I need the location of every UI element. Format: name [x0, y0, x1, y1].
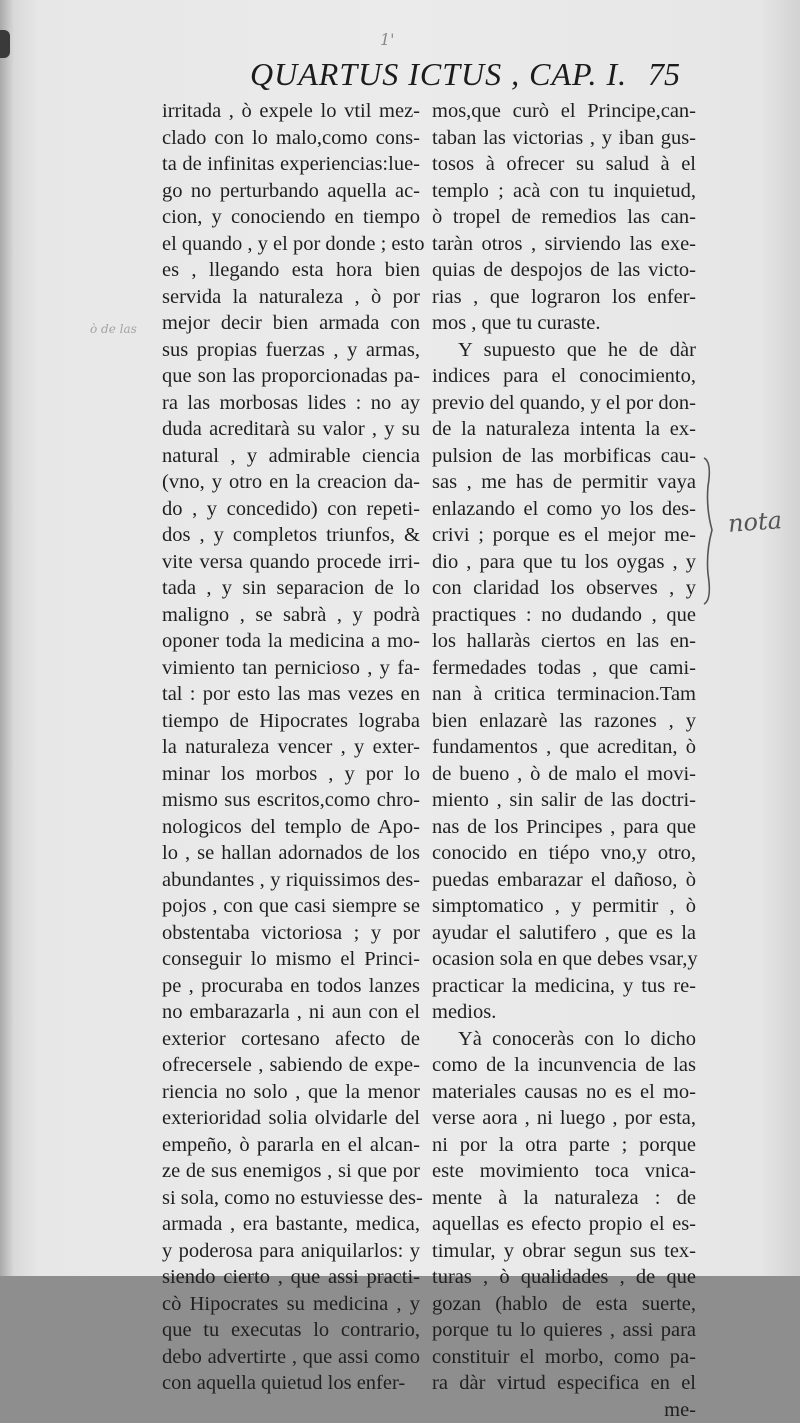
text-line: la naturaleza vencer , y exter- [162, 734, 420, 761]
text-line: mos , que tu curaste. [432, 310, 696, 337]
text-line: me- [432, 1397, 696, 1423]
text-line: oponer toda la medicina a mo- [162, 628, 420, 655]
text-line: exterior cortesano afecto de [162, 1026, 420, 1053]
text-line: irritada , ò expele lo vtil mez- [162, 98, 420, 125]
text-line: rias , que lograron los enfer- [432, 284, 696, 311]
text-line: ocasion sola en que debes vsar,y [432, 946, 696, 973]
page-number: 75 [648, 56, 680, 93]
text-line: maligno , se sabrà , y podrà [162, 602, 420, 629]
text-line: crivi ; porque es el mejor me- [432, 522, 696, 549]
text-line: ra dàr virtud especifica en el [432, 1370, 696, 1397]
text-line: verse aora , ni luego , por esta, [432, 1105, 696, 1132]
text-line: practiques : no dudando , que [432, 602, 696, 629]
text-line: ze de sus enemigos , si que por [162, 1158, 420, 1185]
text-line: (vno, y otro en la creacion da- [162, 469, 420, 496]
text-line: timular, y obrar segun sus tex- [432, 1238, 696, 1265]
text-line: mos,que curò el Principe,can- [432, 98, 696, 125]
text-line: mismo sus escritos,como chro- [162, 787, 420, 814]
text-line: tiempo de Hipocrates lograba [162, 708, 420, 735]
text-line: practicar la medicina, y tus re- [432, 973, 696, 1000]
right-text-column [432, 98, 696, 1423]
text-line: cion, y conociendo en tiempo [162, 204, 420, 231]
binding-shadow [0, 30, 10, 58]
text-line: constituir el morbo, como pa- [432, 1344, 696, 1371]
text-line: debo advertirte , que assi como [162, 1344, 420, 1371]
text-line: nas de los Principes , para que [432, 814, 696, 841]
text-line: sas , me has de permitir vaya [432, 469, 696, 496]
text-line: mejor decir bien armada con [162, 310, 420, 337]
text-line: lo , se hallan adornados de los [162, 840, 420, 867]
text-line: siendo cierto , que assi practi- [162, 1264, 420, 1291]
text-line: quias de despojos de las victo- [432, 257, 696, 284]
text-line: pojos , con que casi siempre se [162, 893, 420, 920]
text-line: conocido en tiépo vno,y otro, [432, 840, 696, 867]
text-line: vimiento tan pernicioso , y fa- [162, 655, 420, 682]
text-line: miento , sin salir de las doctri- [432, 787, 696, 814]
text-line: nologicos del templo de Apo- [162, 814, 420, 841]
text-line: aquellas es efecto propio el es- [432, 1211, 696, 1238]
text-line: vite versa quando procede irri- [162, 549, 420, 576]
text-line: medios. [432, 999, 696, 1026]
text-line: do , y concedido) con repeti- [162, 496, 420, 523]
text-line: sus propias fuerzas , y armas, [162, 337, 420, 364]
text-line: ò tropel de remedios las can- [432, 204, 696, 231]
text-line: con claridad los observes , y [432, 575, 696, 602]
text-line: natural , y admirable ciencia [162, 443, 420, 470]
text-line: fundamentos , que acreditan, ò [432, 734, 696, 761]
text-line: el quando , y el por donde ; esto [162, 231, 420, 258]
left-text-column [162, 98, 420, 1397]
text-line: ta de infinitas experiencias:lue- [162, 151, 420, 178]
text-line: nan à critica terminacion.Tam [432, 681, 696, 708]
text-line: pe , procuraba en todos lanzes [162, 973, 420, 1000]
text-line: turas , ò qualidades , de que [432, 1264, 696, 1291]
text-line: es , llegando esta hora bien [162, 257, 420, 284]
running-title: QUARTUS ICTUS , CAP. I. [250, 56, 627, 93]
text-line: no embarazarla , ni aun con el [162, 999, 420, 1026]
text-line: cò Hipocrates su medicina , y [162, 1291, 420, 1318]
text-line: tada , y sin separacion de lo [162, 575, 420, 602]
text-line: y poderosa para aniquilarlos: y [162, 1238, 420, 1265]
text-line: servida la naturaleza , ò por [162, 284, 420, 311]
text-line: este movimiento toca vnica- [432, 1158, 696, 1185]
text-line: empeño, ò pararla en el alcan- [162, 1132, 420, 1159]
text-line: si sola, como no estuviesse des- [162, 1185, 420, 1212]
text-line: ofrecersele , sabiendo de expe- [162, 1052, 420, 1079]
text-line: duda acreditarà su valor , y su [162, 416, 420, 443]
text-line: ayudar el salutifero , que es la [432, 920, 696, 947]
text-line: enlazando el como yo los des- [432, 496, 696, 523]
text-line: dio , para que tu los oygas , y [432, 549, 696, 576]
text-line: conseguir lo mismo el Princi- [162, 946, 420, 973]
text-line: clado con lo malo,como cons- [162, 125, 420, 152]
text-line: minar los morbos , y por lo [162, 761, 420, 788]
text-line: los hallaràs ciertos en las en- [432, 628, 696, 655]
faint-margin-scribble: ò de las [90, 322, 137, 336]
text-line: indices para el conocimiento, [432, 363, 696, 390]
text-line: tal : por esto las mas vezes en [162, 681, 420, 708]
handwritten-brace-icon [700, 456, 714, 606]
pencil-mark: 1' [380, 30, 395, 49]
text-line: porque tu lo quieres , assi para [432, 1317, 696, 1344]
text-line: puedas embarazar el dañoso, ò [432, 867, 696, 894]
text-line: exterioridad solia olvidarle del [162, 1105, 420, 1132]
text-line: dos , y completos triunfos, & [162, 522, 420, 549]
text-line: mente à la naturaleza : de [432, 1185, 696, 1212]
text-line: de la naturaleza intenta la ex- [432, 416, 696, 443]
text-line: fermedades todas , que cami- [432, 655, 696, 682]
text-line: bien enlazarè las razones , y [432, 708, 696, 735]
text-line: Y supuesto que he de dàr [432, 337, 696, 364]
text-line: pulsion de las morbificas cau- [432, 443, 696, 470]
running-head [250, 56, 680, 96]
text-line: armada , era bastante, medica, [162, 1211, 420, 1238]
text-line: go no perturbando aquella ac- [162, 178, 420, 205]
text-line: con aquella quietud los enfer- [162, 1370, 420, 1397]
text-line: taràn otros , sirviendo las exe- [432, 231, 696, 258]
text-line: materiales causas no es el mo- [432, 1079, 696, 1106]
text-line: como de la incunvencia de las [432, 1052, 696, 1079]
text-line: gozan (hablo de esta suerte, [432, 1291, 696, 1318]
text-line: ni por la otra parte ; porque [432, 1132, 696, 1159]
text-line: obstentaba victoriosa ; y por [162, 920, 420, 947]
text-line: riencia no solo , que la menor [162, 1079, 420, 1106]
handwritten-margin-note: nota [727, 506, 783, 538]
text-line: tosos à ofrecer su salud à el [432, 151, 696, 178]
text-line: taban las victorias , y iban gus- [432, 125, 696, 152]
text-line: abundantes , y riquissimos des- [162, 867, 420, 894]
text-line: previo del quando, y el por don- [432, 390, 696, 417]
text-line: simptomatico , y permitir , ò [432, 893, 696, 920]
text-line: Yà conoceràs con lo dicho [432, 1026, 696, 1053]
text-line: que son las proporcionadas pa- [162, 363, 420, 390]
text-line: de bueno , ò de malo el movi- [432, 761, 696, 788]
text-line: que tu executas lo contrario, [162, 1317, 420, 1344]
text-line: ra las morbosas lides : no ay [162, 390, 420, 417]
text-line: templo ; acà con tu inquietud, [432, 178, 696, 205]
